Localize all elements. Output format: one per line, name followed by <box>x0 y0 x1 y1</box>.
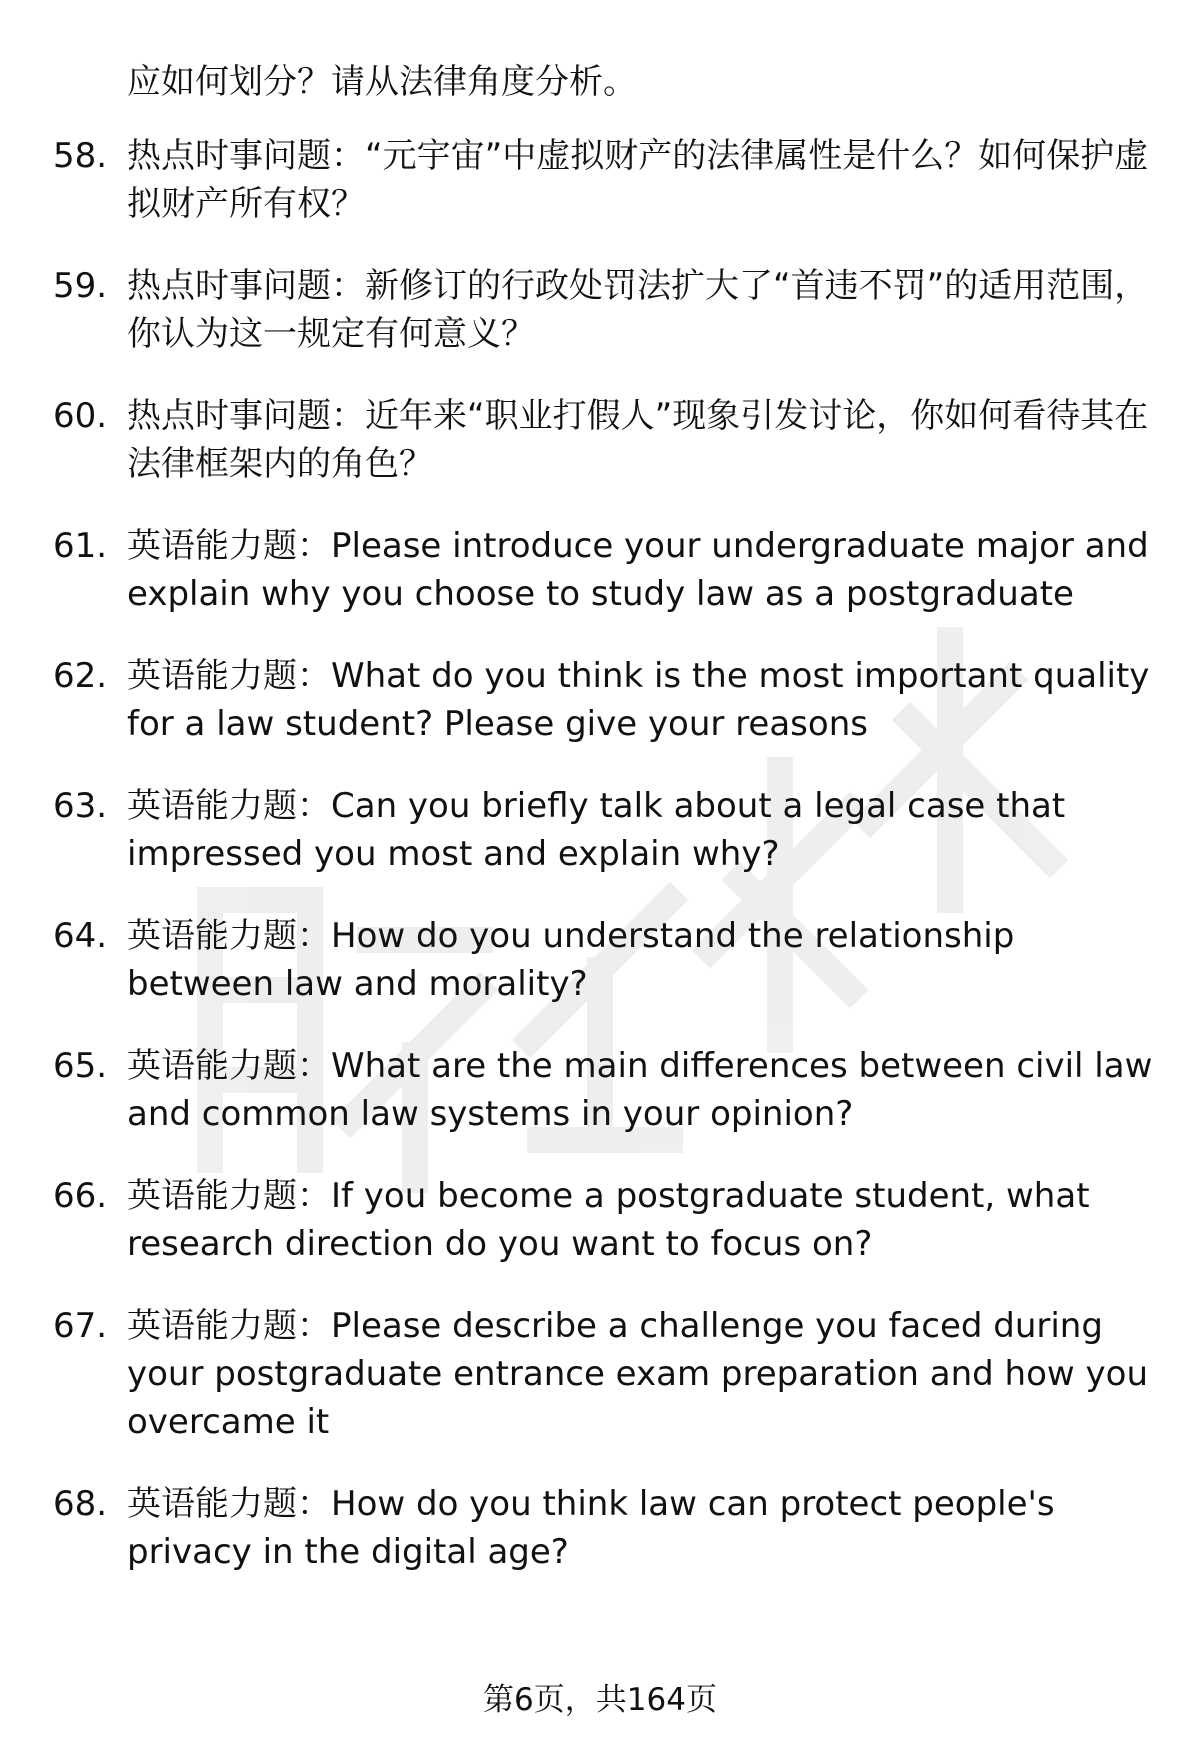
question-number: 58. <box>53 136 108 176</box>
question-number: 62. <box>53 656 108 696</box>
question-text: 热点时事问题：近年来“职业打假人”现象引发讨论，你如何看待其在法律框架内的角色？ <box>127 396 1149 484</box>
question-text: 热点时事问题：新修订的行政处罚法扩大了“首违不罚”的适用范围，你认为这一规定有何意义？ <box>127 266 1149 354</box>
question-list <box>53 58 1163 1610</box>
list-item <box>53 912 1163 1008</box>
question-number: 68. <box>53 1484 108 1524</box>
question-text: 英语能力题：Please introduce your undergraduate major and explain why you choose to study law as a postgraduate <box>127 526 1149 614</box>
list-item <box>53 132 1163 228</box>
question-text: 热点时事问题：“元宇宙”中虚拟财产的法律属性是什么？如何保护虚拟财产所有权？ <box>127 136 1149 224</box>
question-number: 65. <box>53 1046 108 1086</box>
list-item <box>53 262 1163 358</box>
list-item <box>53 392 1163 488</box>
list-item <box>53 1172 1163 1268</box>
page-footer: 第6页，共164页 <box>483 1682 717 1718</box>
list-item <box>53 1042 1163 1138</box>
question-number: 60. <box>53 396 108 436</box>
question-number: 63. <box>53 786 108 826</box>
question-text: 英语能力题：How do you think law can protect people's privacy in the digital age? <box>127 1484 1055 1572</box>
list-item <box>53 652 1163 748</box>
continuation-text: 应如何划分？请从法律角度分析。 <box>127 62 637 102</box>
question-text: 英语能力题：If you become a postgraduate student, what research direction do you want to focus on? <box>127 1176 1090 1264</box>
question-text: 英语能力题：How do you understand the relationship between law and morality? <box>127 916 1015 1004</box>
question-text: 英语能力题：Please describe a challenge you faced during your postgraduate entrance exam preparation and how you overcame it <box>127 1306 1148 1442</box>
list-item <box>53 1302 1163 1446</box>
question-number: 64. <box>53 916 108 956</box>
list-item <box>53 782 1163 878</box>
question-number: 67. <box>53 1306 108 1346</box>
question-number: 59. <box>53 266 108 306</box>
question-text: 英语能力题：What do you think is the most important quality for a law student? Please give your reasons <box>127 656 1150 744</box>
question-text: 英语能力题：Can you briefly talk about a legal case that impressed you most and explain why? <box>127 786 1066 874</box>
question-number: 61. <box>53 526 108 566</box>
question-text: 英语能力题：What are the main differences between civil law and common law systems in your opinion? <box>127 1046 1153 1134</box>
list-item <box>53 1480 1163 1576</box>
question-number: 66. <box>53 1176 108 1216</box>
list-item <box>53 522 1163 618</box>
